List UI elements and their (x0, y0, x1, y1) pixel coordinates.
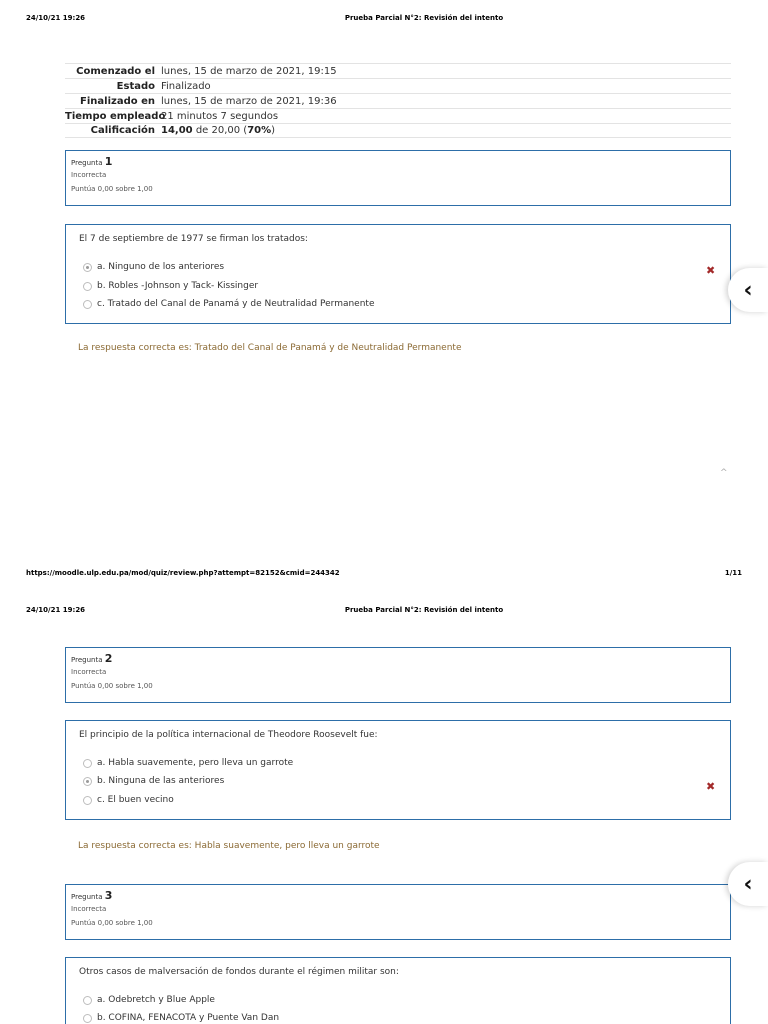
radio-selected-icon[interactable] (83, 263, 92, 272)
incorrect-icon: ✖ (706, 264, 716, 277)
grade-end: ) (271, 125, 276, 136)
summary-value: 21 minutos 7 segundos (161, 110, 279, 122)
print-header (0, 14, 768, 28)
scroll-up-icon[interactable]: ^ (720, 468, 728, 478)
radio-icon[interactable] (83, 282, 92, 291)
question-text: El 7 de septiembre de 1977 se firman los tratados: (79, 234, 308, 244)
question-number (71, 889, 725, 902)
option-c[interactable] (83, 795, 174, 805)
correct-answer-feedback: La respuesta correcta es: Habla suavemente, pero lleva un garrote (78, 841, 380, 851)
attempt-summary-table (65, 63, 731, 138)
question-3-info (65, 884, 731, 940)
question-prefix: Pregunta (71, 893, 103, 901)
question-grade: Puntúa 0,00 sobre 1,00 (71, 185, 153, 193)
chevron-left-icon[interactable]: ‹ (728, 862, 768, 906)
summary-label: Calificación (90, 125, 155, 136)
summary-value (161, 125, 275, 136)
summary-label: Tiempo empleado (65, 110, 166, 122)
grade-percent: 70% (247, 125, 272, 136)
grade-score: 14,00 (161, 125, 193, 136)
question-num: 1 (104, 155, 113, 168)
print-page-number: 1/11 (724, 569, 742, 577)
question-3-content (65, 957, 731, 1024)
incorrect-icon: ✖ (706, 780, 716, 793)
question-grade: Puntúa 0,00 sobre 1,00 (71, 919, 153, 927)
chevron-left-icon[interactable]: ‹ (728, 268, 768, 312)
option-label: c. El buen vecino (97, 795, 174, 805)
question-state: Incorrecta (71, 668, 107, 676)
option-b[interactable] (83, 1013, 279, 1023)
question-grade: Puntúa 0,00 sobre 1,00 (71, 682, 153, 690)
question-2-content (65, 720, 731, 820)
summary-row-time (65, 108, 731, 123)
radio-icon[interactable] (83, 1014, 92, 1023)
option-label: b. COFINA, FENACOTA y Puente Van Dan (97, 1013, 280, 1023)
question-text: El principio de la política internacional de Theodore Roosevelt fue: (79, 730, 378, 740)
question-state: Incorrecta (71, 905, 107, 913)
option-label: a. Habla suavemente, pero lleva un garrote (97, 758, 294, 768)
summary-row-finished (65, 93, 731, 108)
print-date: 24/10/21 19:26 (26, 14, 86, 22)
option-a[interactable] (83, 262, 224, 272)
summary-row-state (65, 78, 731, 93)
print-header (0, 606, 768, 620)
summary-label: Finalizado en (80, 95, 155, 107)
question-num: 3 (104, 889, 113, 902)
question-2-info (65, 647, 731, 703)
question-num: 2 (104, 652, 113, 665)
print-footer (0, 569, 768, 581)
grade-middle: de 20,00 ( (192, 125, 248, 136)
print-title: Prueba Parcial N°2: Revisión del intento (344, 606, 504, 614)
question-number (71, 155, 725, 168)
summary-row-started (65, 63, 731, 78)
summary-value: Finalizado (161, 80, 211, 92)
question-number (71, 652, 725, 665)
radio-selected-icon[interactable] (83, 777, 92, 786)
question-state: Incorrecta (71, 171, 107, 179)
option-label: c. Tratado del Canal de Panamá y de Neutralidad Permanente (97, 299, 375, 309)
question-1-info (65, 150, 731, 206)
correct-answer-feedback: La respuesta correcta es: Tratado del Canal de Panamá y de Neutralidad Permanente (78, 343, 462, 353)
option-label: a. Odebretch y Blue Apple (97, 995, 215, 1005)
summary-label: Estado (116, 80, 155, 92)
question-prefix: Pregunta (71, 656, 103, 664)
option-c[interactable] (83, 299, 374, 309)
option-label: b. Ninguna de las anteriores (97, 776, 225, 786)
option-b[interactable] (83, 776, 224, 786)
question-text: Otros casos de malversación de fondos durante el régimen militar son: (79, 967, 399, 977)
print-title: Prueba Parcial N°2: Revisión del intento (344, 14, 504, 22)
option-a[interactable] (83, 758, 293, 768)
summary-label: Comenzado el (76, 65, 155, 77)
option-label: b. Robles -Johnson y Tack- Kissinger (97, 281, 259, 291)
option-label: a. Ninguno de los anteriores (97, 262, 225, 272)
summary-row-grade (65, 123, 731, 138)
question-1-content (65, 224, 731, 324)
radio-icon[interactable] (83, 796, 92, 805)
question-prefix: Pregunta (71, 159, 103, 167)
radio-icon[interactable] (83, 996, 92, 1005)
option-b[interactable] (83, 281, 258, 291)
summary-value: lunes, 15 de marzo de 2021, 19:15 (161, 65, 337, 77)
radio-icon[interactable] (83, 759, 92, 768)
radio-icon[interactable] (83, 300, 92, 309)
print-date: 24/10/21 19:26 (26, 606, 86, 614)
summary-value: lunes, 15 de marzo de 2021, 19:36 (161, 95, 337, 107)
print-url: https://moodle.ulp.edu.pa/mod/quiz/review.php?attempt=82152&cmid=244342 (26, 569, 340, 577)
option-a[interactable] (83, 995, 215, 1005)
